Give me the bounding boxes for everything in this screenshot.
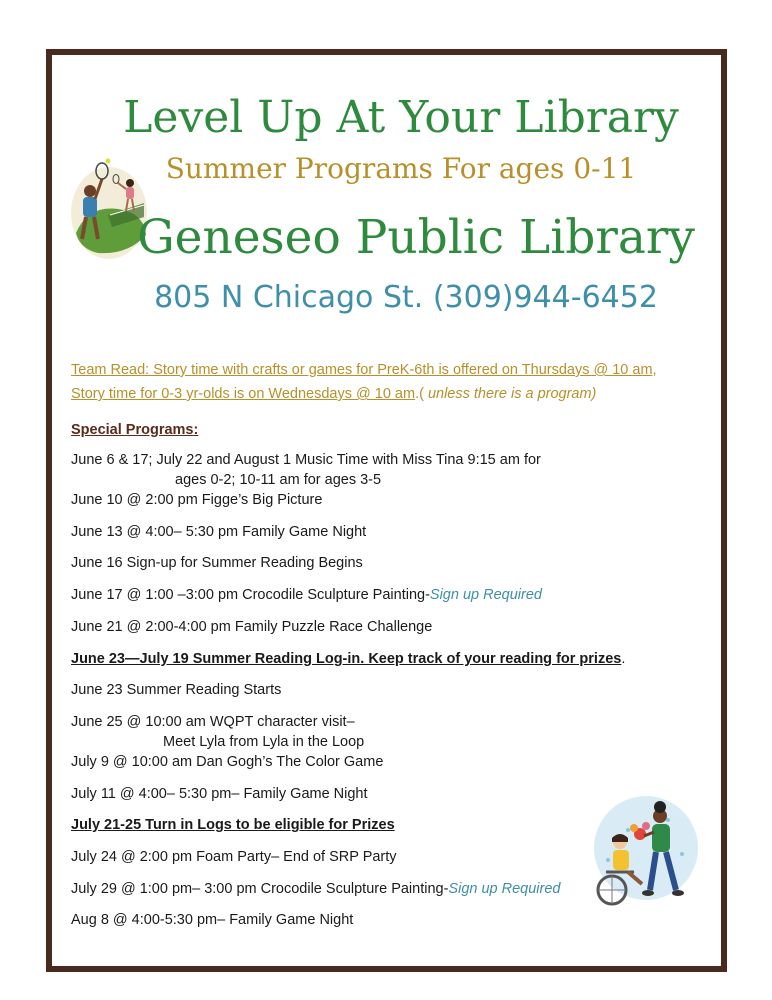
intro-line-2-underlined: Story time for 0-3 yr-olds is on Wednesdays @ 10 am: [71, 386, 416, 402]
event-foam-party: July 24 @ 2:00 pm Foam Party– End of SRP Party: [71, 849, 397, 865]
event-reading-login-text: June 23—July 19 Summer Reading Log-in. Keep track of your reading for prizes: [71, 651, 622, 667]
signup-required-note: Sign up Required: [448, 881, 561, 897]
event-croc-painting-june17-text: June 17 @ 1:00 –3:00 pm Crocodile Sculpture Painting-: [71, 587, 430, 603]
event-game-night-july11: July 11 @ 4:00– 5:30 pm– Family Game Night: [71, 786, 368, 802]
event-croc-painting-june17: [71, 586, 542, 604]
event-reading-login-period: .: [621, 651, 626, 667]
intro-paren: .(: [415, 386, 428, 402]
event-wqpt-visit-detail: Meet Lyla from Lyla in the Loop: [163, 734, 365, 750]
event-puzzle-race: June 21 @ 2:00-4:00 pm Family Puzzle Race Challenge: [71, 619, 433, 635]
event-croc-painting-july29-text: July 29 @ 1:00 pm– 3:00 pm Crocodile Sculpture Painting-: [71, 881, 449, 897]
special-programs-heading: Special Programs:: [71, 422, 199, 438]
event-color-game: July 9 @ 10:00 am Dan Gogh’s The Color Game: [71, 754, 384, 770]
intro-line-2-italic: unless there is a program): [427, 386, 597, 402]
event-reading-login: [71, 650, 625, 668]
address-phone: 805 N Chicago St. (309)944-6452: [154, 280, 658, 315]
event-game-night-june13: June 13 @ 4:00– 5:30 pm Family Game Night: [71, 524, 367, 540]
intro-line-2: [71, 385, 596, 403]
intro-line-1: Team Read: Story time with crafts or games for PreK-6th is offered on Thursdays @ 10 am,: [71, 362, 657, 378]
event-signup: June 16 Sign-up for Summer Reading Begins: [71, 555, 363, 571]
event-game-night-aug8: Aug 8 @ 4:00-5:30 pm– Family Game Night: [71, 912, 354, 928]
event-music-time-ages: ages 0-2; 10-11 am for ages 3-5: [175, 472, 382, 488]
event-reading-starts: June 23 Summer Reading Starts: [71, 682, 282, 698]
wheelchair-kids-illustration: [588, 790, 700, 914]
event-croc-painting-july29: [71, 880, 560, 898]
event-figge: June 10 @ 2:00 pm Figge’s Big Picture: [71, 492, 323, 508]
signup-required-note: Sign up Required: [429, 587, 542, 603]
library-name: Geneseo Public Library: [137, 210, 695, 265]
page-title: Level Up At Your Library: [123, 92, 679, 143]
page-subtitle: Summer Programs For ages 0-11: [165, 152, 637, 185]
event-turn-in-logs: July 21-25 Turn in Logs to be eligible for Prizes: [71, 817, 395, 833]
event-music-time: June 6 & 17; July 22 and August 1 Music Time with Miss Tina 9:15 am for: [71, 452, 541, 468]
event-wqpt-visit: June 25 @ 10:00 am WQPT character visit–: [71, 714, 355, 730]
